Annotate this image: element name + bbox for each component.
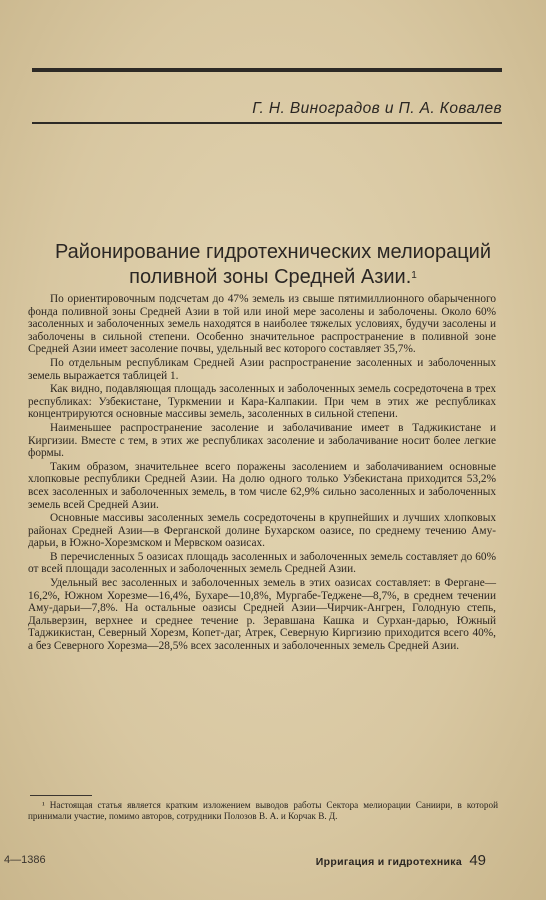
paragraph: В перечисленных 5 оазисах площадь засоленных и заболоченных земель составляет до 60% от всей площади засоленных и заболоченных земель Средней Азии. bbox=[28, 550, 496, 576]
footnote bbox=[28, 800, 498, 822]
paragraph: Удельный вес засоленных и заболоченных земель в этих оазисах составляет: в Фергане—16,2%, Южном Хорезме—16,4%, Бухаре—10,8%, Мургабе-Теджене—8,7%, в среднем течении Аму-дарьи—7,8%. На остальные оазисы Средней Азии—Чирчик-Ангрен, Голодную степь, Дальверзин, верхнее и среднее течение р. Зеравшана Кашка и Сурхан-дарью, Южный Таджикистан, Северный Хорезм, Копет-даг, Атрек, Северную Киргизию приходится всего 40%, а без Северного Хорезма—28,5% всех засоленных и заболоченных земель Средней Азии. bbox=[28, 577, 496, 653]
footnote-separator bbox=[30, 795, 92, 796]
article-title bbox=[0, 240, 546, 290]
header-rule-thick bbox=[32, 68, 502, 72]
article-title-line-2-text: поливной зоны Средней Азии. bbox=[129, 266, 412, 288]
article-title-line-2 bbox=[0, 265, 546, 290]
article-body bbox=[28, 293, 496, 654]
page-number: 49 bbox=[469, 852, 486, 869]
print-code: 4—1386 bbox=[4, 854, 46, 866]
paragraph: Наименьшее распространение засоление и заболачивание имеет в Таджикистане и Киргизии. Вместе с тем, в этих же республиках засоление и заболачивание носит более легкие формы. bbox=[28, 421, 496, 460]
paragraph: Как видно, подавляющая площадь засоленных и заболоченных земель сосредоточена в трех республиках: Узбекистане, Туркмении и Кара-Калпакии. При чем в этих же республиках концентрируются основные массивы земель, засоленных в сильной степени. bbox=[28, 383, 496, 421]
header-rule-thin bbox=[32, 122, 502, 124]
footnote-text: ¹ Настоящая статья является кратким изложением выводов работы Сектора мелиорации Саниири, в которой принимали участие, помимо авторов, сотрудники Полозов В. А. и Корчак В. Д. bbox=[28, 800, 498, 821]
footnote-mark: 1 bbox=[411, 270, 417, 281]
paragraph: По ориентировочным подсчетам до 47% земель из свыше пятимиллионного обарыченного фонда поливной зоны Средней Азии в той или иной мере засолены и заболочены. Около 60% засоленных и заболоченных земель находятся в наиболее тяжелых условиях, будучи засолены и заболочены в сильной степени. Особенно значительное распространение в поливной зоне Средней Азии имеет засоление почвы, удельный вес которого составляет 35,7%. bbox=[28, 293, 496, 356]
journal-name: Ирригация и гидротехника bbox=[315, 856, 462, 868]
paragraph: По отдельным республикам Средней Азии распространение засоленных и заболоченных земель выражается таблицей 1. bbox=[28, 356, 496, 382]
article-authors: Г. Н. Виноградов и П. А. Ковалев bbox=[252, 100, 502, 117]
paragraph: Таким образом, значительнее всего поражены засолением и заболачиванием основные хлопковые республики Средней Азии. На долю одного только Узбекистана приходится 53,2% всех засоленных и заболоченных земель, в том числе 62,9% сильно засоленных и заболоченных земель всей Средней Азии. bbox=[28, 460, 496, 511]
page-footer bbox=[0, 852, 546, 872]
paragraph: Основные массивы засоленных земель сосредоточены в крупнейших и лучших хлопковых районах Средней Азии—в Ферганской долине Бухарском оазисе, по среднему течению Аму-дарьи, в Южно-Хорезмском и Мервском оазисах. bbox=[28, 512, 496, 550]
article-title-line-1: Районирование гидротехнических мелиораций bbox=[55, 241, 491, 263]
